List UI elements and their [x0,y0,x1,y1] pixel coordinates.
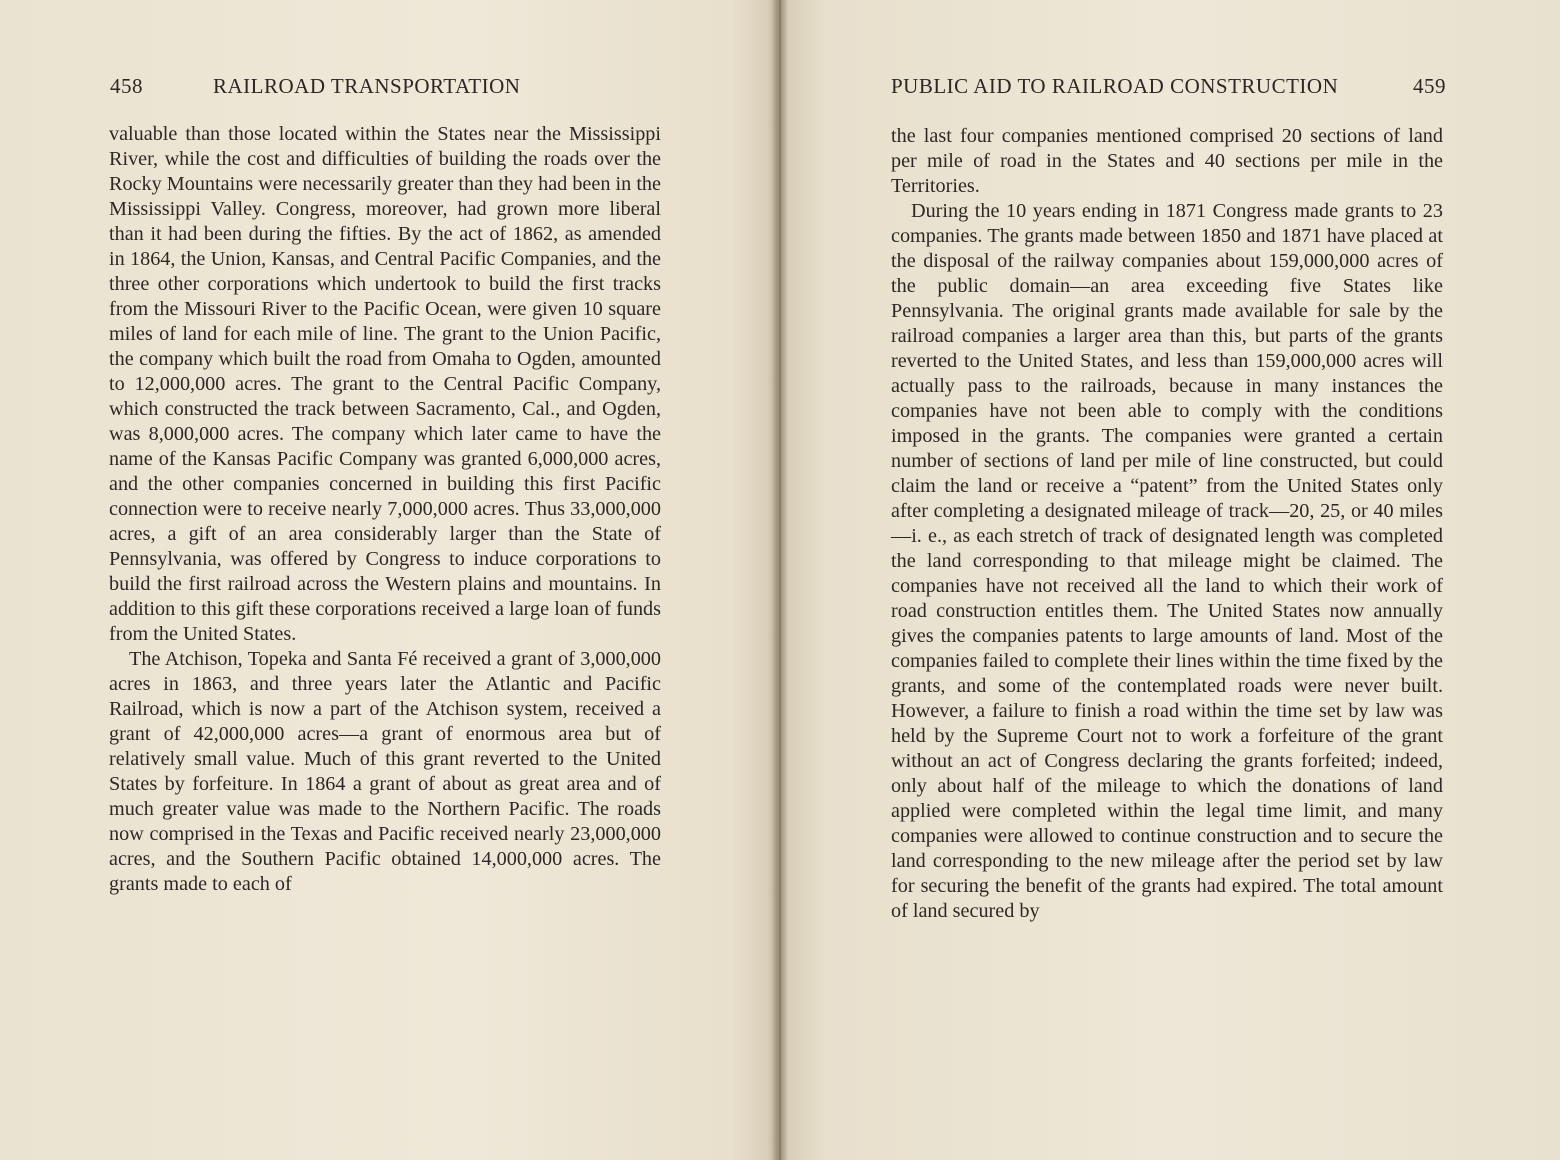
right-paragraph-1: the last four companies mentioned comprised 20 sections of land per mile of road in the States and 40 sections per mile in the Territories. [891,125,1443,197]
left-page-number: 458 [110,74,143,98]
left-paragraph-1: valuable than those located within the States near the Mississippi River, while the cost and difficulties of building the roads over the Rocky Mountains were necessarily greater than they had been in the Mississippi Valley. Congress, moreover, had grown more liberal than it had been during the fifties. By the act of 1862, as amended in 1864, the Union, Kansas, and Central Pacific Companies, and the three other corporations which undertook to build the first tracks from the Missouri River to the Pacific Ocean, were given 10 square miles of land for each mile of line. The grant to the Union Pacific, the company which built the road from Omaha to Ogden, amounted to 12,000,000 acres. The grant to the Central Pacific Company, which constructed the track between Sacramento, Cal., and Ogden, was 8,000,000 acres. The company which later came to have the name of the Kansas Pacific Company was granted 6,000,000 acres, and the other companies concerned in building this first Pacific connection were to receive nearly 7,000,000 acres. Thus 33,000,000 acres, a gift of an area considerably larger than the State of Pennsylvania, was offered by Congress to induce corporations to build the first railroad across the Western plains and mountains. In addition to this gift these corporations received a large loan of funds from the United States. [109,123,661,645]
left-running-title: RAILROAD TRANSPORTATION [213,74,521,98]
right-page-body [891,124,1443,924]
left-page-body [109,122,661,897]
right-running-title: PUBLIC AID TO RAILROAD CONSTRUCTION [891,74,1339,98]
right-page [785,0,1560,1160]
left-page [0,0,775,1160]
right-page-number: 459 [1413,74,1446,98]
right-paragraph-2: During the 10 years ending in 1871 Congress made grants to 23 companies. The grants made between 1850 and 1871 have placed at the disposal of the railway companies about 159,000,000 acres of the public domain—an area exceeding five States like Pennsylvania. The original grants made available for sale by the railroad companies a larger area than this, but parts of the grants reverted to the United States, and less than 159,000,000 acres will actually pass to the railroads, because in many instances the companies have not been able to comply with the conditions imposed in the grants. The companies were granted a certain number of sections of land per mile of line constructed, but could claim the land or receive a “patent” from the United States only after completing a designated mileage of track—20, 25, or 40 miles—i. e., as each stretch of track of designated length was completed the land corresponding to that mileage might be claimed. The companies have not received all the land to which their work of road construction entitles them. The United States now annually gives the companies patents to large amounts of land. Most of the companies failed to complete their lines within the time fixed by the grants, and some of the contemplated roads were never built. However, a failure to finish a road within the time set by law was held by the Supreme Court not to work a forfeiture of the grant without an act of Congress declaring the grants forfeited; indeed, only about half of the mileage to which the donations of land applied were completed within the legal time limit, and many companies were allowed to continue construction and to secure the land corresponding to the new mileage after the period set by law for securing the benefit of the grants had expired. The total amount of land secured by [891,200,1443,922]
left-paragraph-2: The Atchison, Topeka and Santa Fé received a grant of 3,000,000 acres in 1863, and three years later the Atlantic and Pacific Railroad, which is now a part of the Atchison system, received a grant of 42,000,000 acres—a grant of enormous area but of relatively small value. Much of this grant reverted to the United States by forfeiture. In 1864 a grant of about as great area and of much greater value was made to the Northern Pacific. The roads now comprised in the Texas and Pacific received nearly 23,000,000 acres, and the Southern Pacific obtained 14,000,000 acres. The grants made to each of [109,648,661,895]
